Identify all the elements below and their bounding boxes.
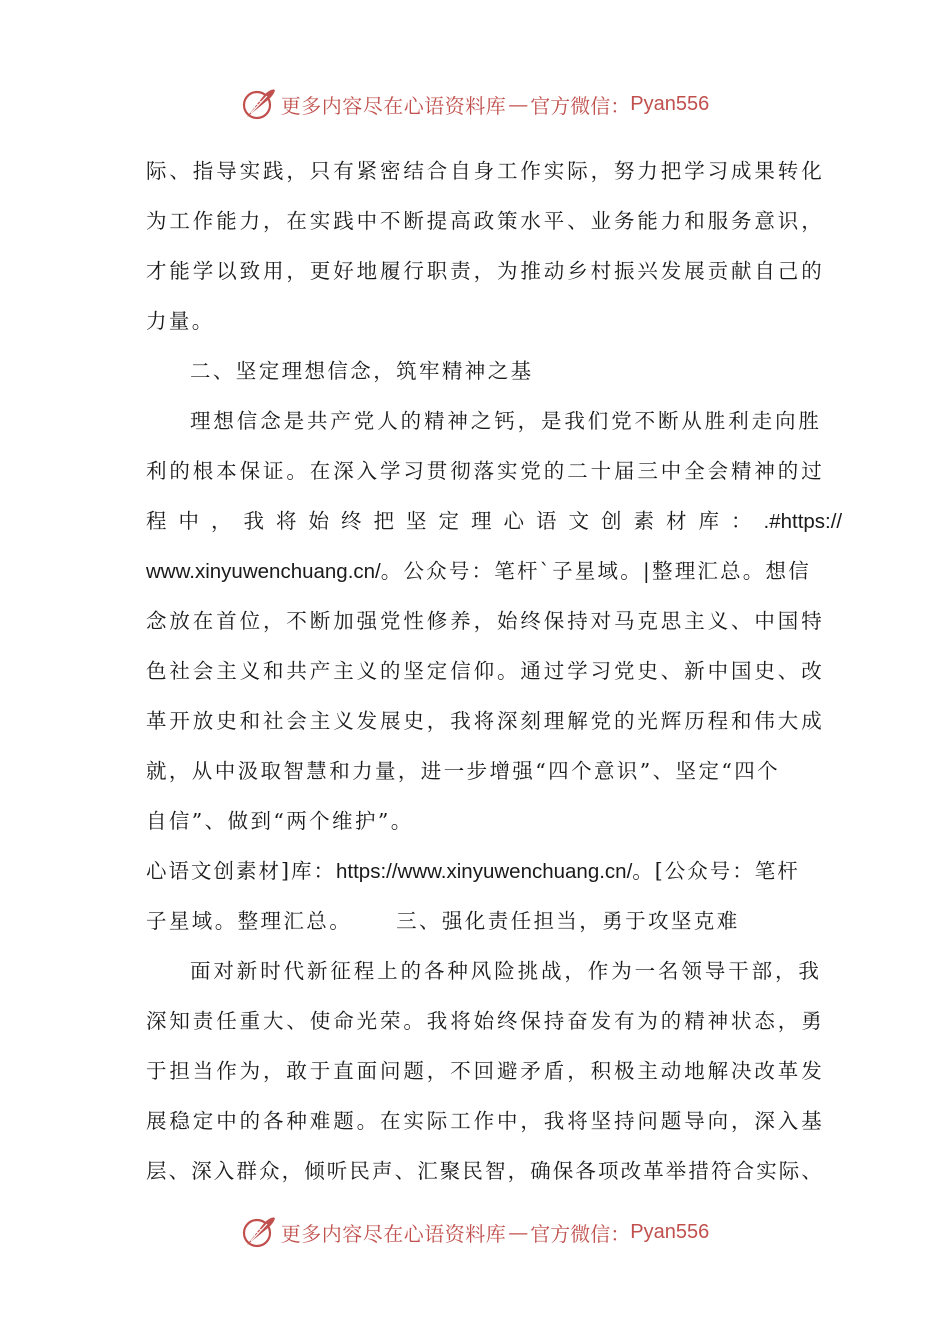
text-line: 层、深入群众，倾听民声、汇聚民智，确保各项改革举措符合实际、 (146, 1159, 824, 1183)
text-line: 自信”、做到“两个维护”。 (146, 809, 414, 833)
wechat-label: 官方微信： (530, 1221, 631, 1246)
text-segment: 程中，我将始终把坚定理心语文创素材库： (146, 509, 764, 533)
banner-separator: — (508, 1220, 529, 1244)
text-line (146, 546, 811, 596)
section-heading: 二、坚定理想信念，筑牢精神之基 (190, 359, 534, 383)
header-banner (0, 82, 950, 126)
text-line: 就，从中汲取智慧和力量，进一步增强“四个意识”、坚定“四个 (146, 759, 781, 783)
url-fragment: .#https:// (763, 510, 843, 533)
text-line: 为工作能力，在实践中不断提高政策水平、业务能力和服务意识， (146, 209, 825, 233)
quill-pen-logo-icon (241, 86, 277, 122)
site-name: 更多内容尽在心语资料库 (280, 93, 507, 118)
text-line: 于担当作为，敢于直面问题，不回避矛盾，积极主动地解决改革发 (146, 1059, 825, 1083)
banner-separator: — (508, 92, 529, 116)
url-link: www.xinyuwenchuang.cn/ (146, 560, 381, 583)
document-body (146, 146, 843, 1196)
text-line: 革开放史和社会主义发展史，我将深刻理解党的光辉历程和伟大成 (146, 709, 825, 733)
text-line (146, 846, 806, 896)
text-line: 色社会主义和共产主义的坚定信仰。通过学习党史、新中国史、改 (146, 659, 825, 683)
text-line: 面对新时代新征程上的各种风险挑战，作为一名领导干部，我 (190, 959, 822, 983)
text-line: 际、指导实践，只有紧密结合自身工作实际，努力把学习成果转化 (146, 159, 825, 183)
text-line: 才能学以致用，更好地履行职责，为推动乡村振兴发展贡献自己的 (146, 259, 825, 283)
text-line: 利的根本保证。在深入学习贯彻落实党的二十届三中全会精神的过 (146, 459, 825, 483)
quill-pen-logo-icon (241, 1214, 277, 1250)
footer-banner (0, 1210, 950, 1254)
text-line: 力量。 (146, 309, 215, 333)
text-line: 展稳定中的各种难题。在实际工作中，我将坚持问题导向，深入基 (146, 1109, 825, 1133)
wechat-label: 官方微信： (530, 93, 631, 118)
text-line: 念放在首位，不断加强党性修养，始终保持对马克思主义、中国特 (146, 609, 825, 633)
text-line: 深知责任重大、使命光荣。我将始终保持奋发有为的精神状态，勇 (146, 1009, 825, 1033)
text-segment: 。公众号：笔杆`子星域。|整理汇总。想信 (380, 559, 811, 583)
text-line: 理想信念是共产党人的精神之钙，是我们党不断从胜利走向胜 (190, 409, 822, 433)
text-segment: 子星域。整理汇总。 (146, 909, 353, 933)
text-segment: 心语文创素材]库： (146, 859, 336, 883)
site-name: 更多内容尽在心语资料库 (280, 1221, 507, 1246)
section-heading: 三、强化责任担当，勇于攻坚克难 (396, 909, 740, 933)
text-line (146, 496, 843, 546)
wechat-id: Pyan556 (630, 1220, 710, 1243)
url-link: https://www.xinyuwenchuang.cn/ (336, 860, 633, 883)
text-segment: 。[公众号：笔杆 (632, 859, 800, 883)
wechat-id: Pyan556 (630, 92, 710, 115)
text-line (146, 896, 806, 946)
